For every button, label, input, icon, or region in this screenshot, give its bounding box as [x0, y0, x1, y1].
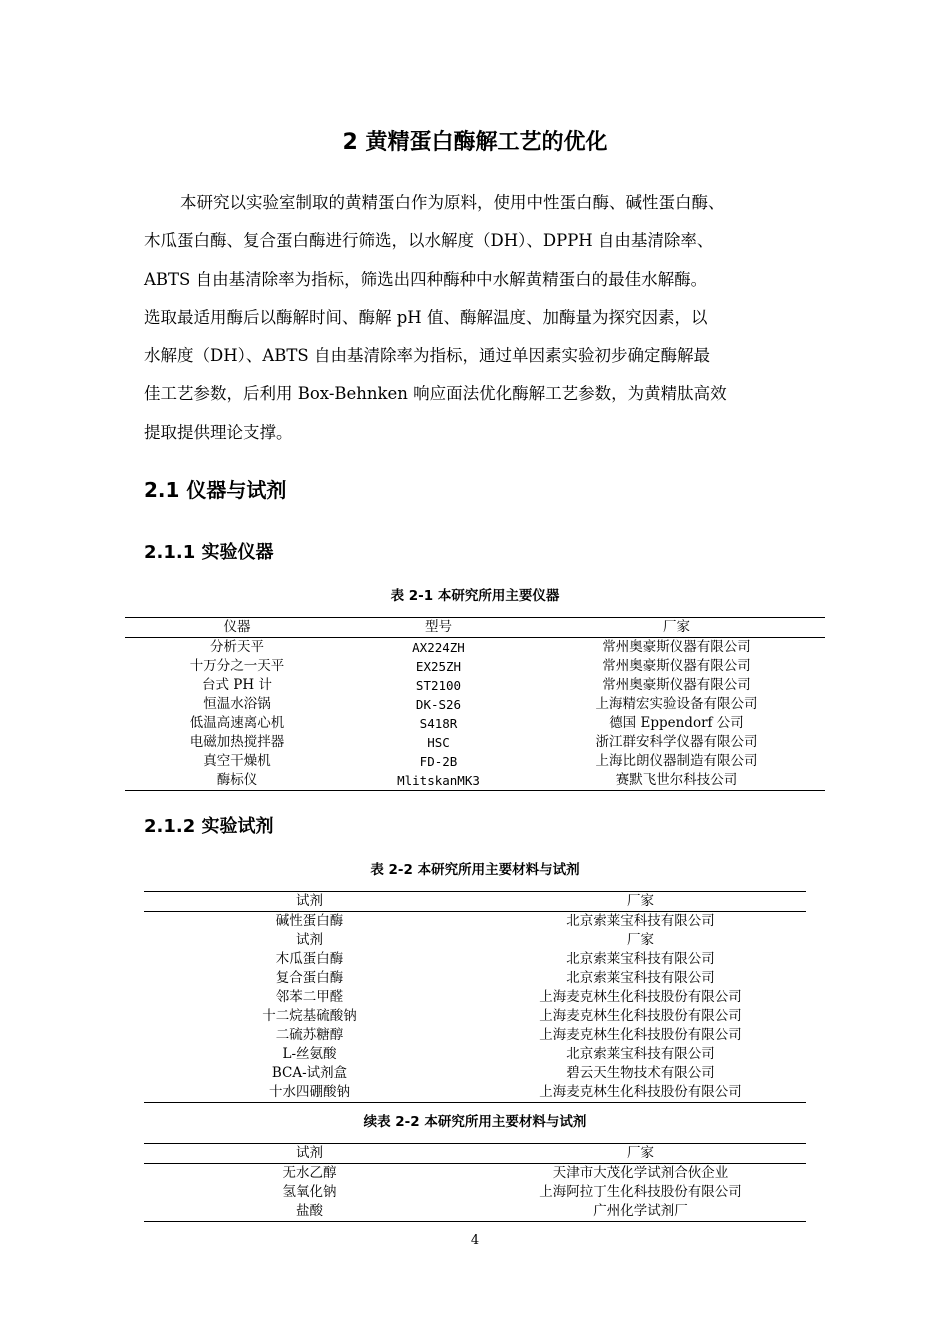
table-cell: 北京索莱宝科技有限公司 [566, 970, 715, 986]
table-cell: 无水乙醇 [282, 1165, 337, 1181]
table-cell: 北京索莱宝科技有限公司 [566, 913, 715, 929]
table-cell: 常州奥豪斯仪器有限公司 [602, 677, 751, 693]
table-header-row [125, 618, 825, 638]
table-cell: 上海精宏实验设备有限公司 [595, 696, 758, 712]
table-cell: BCA-试剂盒 [271, 1065, 348, 1081]
table3-caption: 续表 2-2 本研究所用主要材料与试剂 [363, 1114, 587, 1130]
table-cell: 二硫苏糖醇 [275, 1027, 344, 1043]
table-cell: 上海阿拉丁生化科技股份有限公司 [539, 1184, 742, 1200]
table-cell: S418R [419, 716, 458, 731]
table-cell: 碱性蛋白酶 [275, 913, 344, 929]
table-row [125, 714, 825, 733]
table-row [125, 676, 825, 695]
table-row [144, 1045, 806, 1064]
table-row [144, 1007, 806, 1026]
table-cell: ST2100 [415, 678, 462, 693]
table-cell: 低温高速离心机 [189, 715, 285, 731]
reagent-table [144, 891, 806, 1103]
table-row [144, 931, 806, 950]
table-cell: HSC [427, 735, 450, 750]
table-cell: 上海麦克林生化科技股份有限公司 [539, 989, 742, 1005]
table-cell: 复合蛋白酶 [275, 970, 344, 986]
table-row [144, 1064, 806, 1083]
table-cell: 恒温水浴锅 [203, 696, 271, 712]
table-row [144, 969, 806, 988]
table-cell: 赛默飞世尔科技公司 [615, 772, 738, 788]
column-header: 厂家 [528, 618, 825, 638]
table-row [144, 1183, 806, 1202]
column-header: 厂家 [475, 892, 806, 912]
table-cell: 分析天平 [210, 639, 264, 655]
table-cell: 十二烷基硫酸钠 [262, 1008, 357, 1024]
table-row [144, 1164, 806, 1184]
column-header: 型号 [349, 618, 528, 638]
column-header: 试剂 [144, 1144, 475, 1164]
table-cell: 上海麦克林生化科技股份有限公司 [539, 1008, 742, 1024]
intro-line: 佳工艺参数，后利用 Box-Behnken 响应面法优化酶解工艺参数，为黄精肽高效 [144, 384, 727, 404]
intro-line: 木瓜蛋白酶、复合蛋白酶进行筛选，以水解度（DH）、DPPH 自由基清除率、 [144, 231, 714, 251]
table-row [125, 657, 825, 676]
table-cell: 上海比朗仪器制造有限公司 [595, 753, 758, 769]
intro-line: 提取提供理论支撑。 [144, 422, 293, 442]
intro-paragraph [144, 184, 814, 452]
table-cell: 德国 Eppendorf 公司 [609, 715, 744, 731]
intro-line: 水解度（DH）、ABTS 自由基清除率为指标，通过单因素实验初步确定酶解最 [144, 346, 710, 366]
table-row [125, 733, 825, 752]
table-cell: 台式 PH 计 [202, 677, 272, 693]
table-cell: 厂家 [627, 932, 654, 948]
table-cell: 邻苯二甲醛 [275, 989, 344, 1005]
intro-line: 选取最适用酶后以酶解时间、酶解 pH 值、酶解温度、加酶量为探究因素，以 [144, 307, 708, 327]
table-cell: 上海麦克林生化科技股份有限公司 [539, 1027, 742, 1043]
table-cell: 酶标仪 [216, 772, 258, 788]
chapter-title: 2 黄精蛋白酶解工艺的优化 [342, 130, 608, 155]
table-cell: L-丝氨酸 [282, 1046, 337, 1062]
table-cell: 氢氧化钠 [282, 1184, 337, 1200]
table-cell: 真空干燥机 [203, 753, 271, 769]
table-row [144, 988, 806, 1007]
table-cell: 常州奥豪斯仪器有限公司 [602, 658, 751, 674]
table-cell: 天津市大茂化学试剂合伙企业 [552, 1165, 729, 1181]
table-cell: FD-2B [419, 754, 458, 769]
table-cell: EX25ZH [415, 659, 462, 674]
table-row [144, 912, 806, 932]
table1-caption: 表 2-1 本研究所用主要仪器 [390, 588, 560, 604]
table-cell: 北京索莱宝科技有限公司 [566, 1046, 715, 1062]
table-row [125, 752, 825, 771]
column-header: 仪器 [125, 618, 349, 638]
column-header: 厂家 [475, 1144, 806, 1164]
table-cell: 浙江群安科学仪器有限公司 [595, 734, 758, 750]
instrument-table [125, 617, 825, 791]
intro-line: 本研究以实验室制取的黄精蛋白作为原料，使用中性蛋白酶、碱性蛋白酶、 [180, 193, 725, 212]
table-row [144, 1083, 806, 1103]
section-heading-2-1: 2.1 仪器与试剂 [144, 478, 287, 502]
page-number: 4 [470, 1233, 480, 1248]
table-row [144, 1026, 806, 1045]
table-cell: 十万分之一天平 [189, 658, 285, 674]
intro-line: ABTS 自由基清除率为指标，筛选出四种酶种中水解黄精蛋白的最佳水解酶。 [144, 269, 708, 289]
table-cell: 盐酸 [296, 1203, 323, 1219]
table-cell: 试剂 [296, 932, 323, 948]
section-heading-2-1-1: 2.1.1 实验仪器 [144, 542, 274, 563]
table-cell: 木瓜蛋白酶 [275, 951, 344, 967]
section-heading-2-1-2: 2.1.2 实验试剂 [144, 816, 274, 837]
reagent-table-continued [144, 1143, 806, 1222]
table-row [125, 771, 825, 791]
table-cell: MlitskanMK3 [397, 773, 480, 788]
column-header: 试剂 [144, 892, 475, 912]
table-row [125, 638, 825, 658]
table-cell: DK-S26 [415, 697, 462, 712]
table-cell: 电磁加热搅拌器 [189, 734, 285, 750]
table-cell: 常州奥豪斯仪器有限公司 [602, 639, 751, 655]
table-cell: 上海麦克林生化科技股份有限公司 [539, 1084, 742, 1100]
table-cell: AX224ZH [412, 640, 465, 655]
table-header-row [144, 1144, 806, 1164]
table-row [125, 695, 825, 714]
table-cell: 北京索莱宝科技有限公司 [566, 951, 715, 967]
table2-caption: 表 2-2 本研究所用主要材料与试剂 [370, 862, 580, 878]
table-row [144, 950, 806, 969]
table-cell: 广州化学试剂厂 [593, 1203, 688, 1219]
table-cell: 碧云天生物技术有限公司 [566, 1065, 715, 1081]
table-row [144, 1202, 806, 1222]
table-header-row [144, 892, 806, 912]
table-cell: 十水四硼酸钠 [269, 1084, 350, 1100]
